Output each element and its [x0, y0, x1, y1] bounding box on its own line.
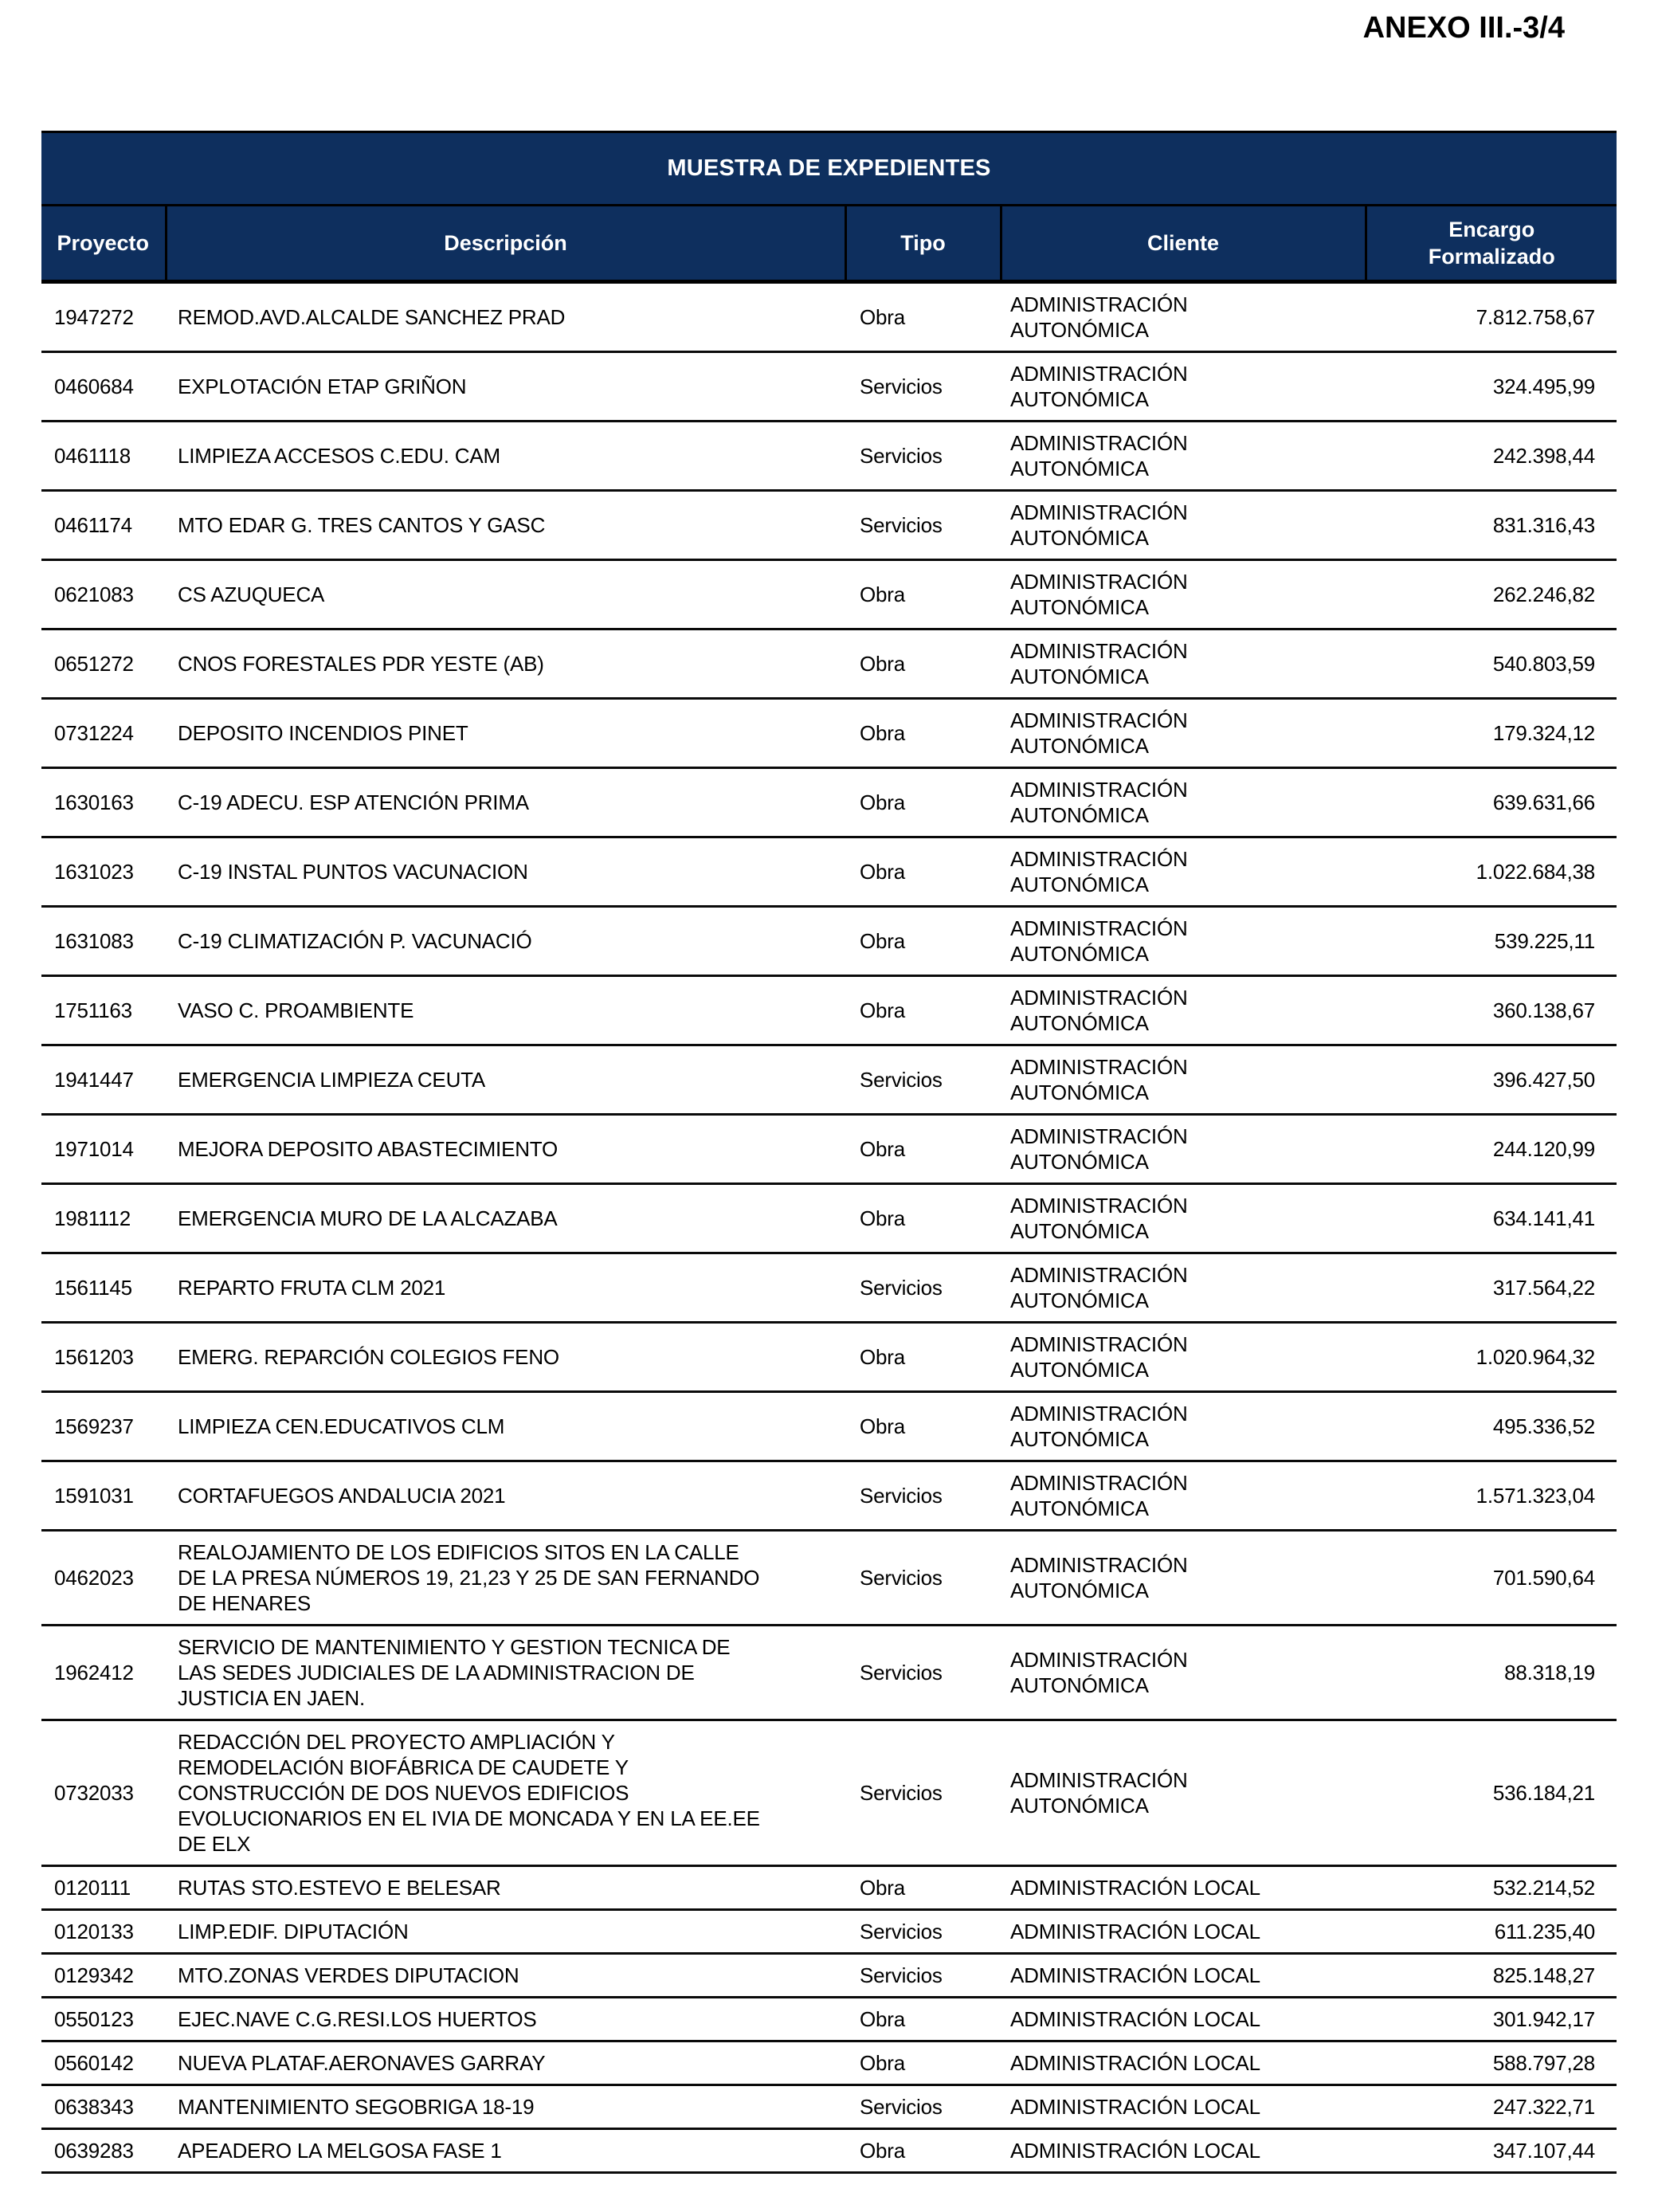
cell-descripcion: MTO EDAR G. TRES CANTOS Y GASC [166, 491, 845, 560]
cell-cliente: ADMINISTRACIÓN LOCAL [1001, 1866, 1366, 1910]
cell-descripcion: MTO.ZONAS VERDES DIPUTACION [166, 1954, 845, 1998]
cell-cliente: ADMINISTRACIÓN AUTONÓMICA [1001, 1253, 1366, 1323]
table-row [41, 1626, 1617, 1720]
cell-cliente: ADMINISTRACIÓN AUTONÓMICA [1001, 1461, 1366, 1531]
cell-descripcion: VASO C. PROAMBIENTE [166, 976, 845, 1045]
table-row [41, 282, 1617, 352]
cell-tipo: Obra [845, 1115, 1001, 1184]
cell-descripcion: EMERGENCIA LIMPIEZA CEUTA [166, 1045, 845, 1115]
table-body [41, 282, 1617, 2173]
cell-proyecto: 1591031 [41, 1461, 166, 1531]
cell-descripcion: LIMP.EDIF. DIPUTACIÓN [166, 1910, 845, 1954]
cell-proyecto: 0731224 [41, 699, 166, 768]
cell-encargo: 634.141,41 [1366, 1184, 1617, 1253]
cell-descripcion: RUTAS STO.ESTEVO E BELESAR [166, 1866, 845, 1910]
cell-descripcion: REDACCIÓN DEL PROYECTO AMPLIACIÓN Y REMODELACIÓN BIOFÁBRICA DE CAUDETE Y CONSTRUCCIÓN DE DOS NUEVOS EDIFICIOS EVOLUCIONARIOS EN EL IVIA DE MONCADA Y EN LA EE.EE DE ELX [166, 1720, 845, 1866]
cell-proyecto: 0461174 [41, 491, 166, 560]
table-row [41, 1910, 1617, 1954]
cell-cliente: ADMINISTRACIÓN AUTONÓMICA [1001, 699, 1366, 768]
cell-tipo: Servicios [845, 1910, 1001, 1954]
cell-cliente: ADMINISTRACIÓN LOCAL [1001, 1998, 1366, 2041]
cell-encargo: 1.022.684,38 [1366, 837, 1617, 907]
cell-encargo: 536.184,21 [1366, 1720, 1617, 1866]
cell-tipo: Obra [845, 282, 1001, 352]
cell-proyecto: 1561203 [41, 1323, 166, 1392]
cell-descripcion: EXPLOTACIÓN ETAP GRIÑON [166, 352, 845, 422]
table-row [41, 699, 1617, 768]
table-row [41, 629, 1617, 699]
cell-encargo: 611.235,40 [1366, 1910, 1617, 1954]
cell-proyecto: 0550123 [41, 1998, 166, 2041]
cell-encargo: 588.797,28 [1366, 2041, 1617, 2085]
cell-encargo: 88.318,19 [1366, 1626, 1617, 1720]
cell-tipo: Obra [845, 1323, 1001, 1392]
cell-descripcion: MEJORA DEPOSITO ABASTECIMIENTO [166, 1115, 845, 1184]
cell-proyecto: 0120111 [41, 1866, 166, 1910]
cell-descripcion: LIMPIEZA ACCESOS C.EDU. CAM [166, 422, 845, 491]
table-row [41, 560, 1617, 629]
cell-proyecto: 0120133 [41, 1910, 166, 1954]
cell-descripcion: LIMPIEZA CEN.EDUCATIVOS CLM [166, 1392, 845, 1461]
cell-descripcion: REPARTO FRUTA CLM 2021 [166, 1253, 845, 1323]
table-row [41, 837, 1617, 907]
cell-cliente: ADMINISTRACIÓN LOCAL [1001, 2129, 1366, 2173]
cell-proyecto: 0638343 [41, 2085, 166, 2129]
cell-tipo: Obra [845, 768, 1001, 837]
cell-cliente: ADMINISTRACIÓN AUTONÓMICA [1001, 422, 1366, 491]
cell-descripcion: DEPOSITO INCENDIOS PINET [166, 699, 845, 768]
cell-proyecto: 1631023 [41, 837, 166, 907]
cell-proyecto: 0462023 [41, 1531, 166, 1626]
expedientes-table [41, 131, 1617, 2174]
cell-tipo: Servicios [845, 1531, 1001, 1626]
cell-proyecto: 0732033 [41, 1720, 166, 1866]
table-row [41, 1184, 1617, 1253]
cell-cliente: ADMINISTRACIÓN AUTONÓMICA [1001, 1531, 1366, 1626]
cell-descripcion: SERVICIO DE MANTENIMIENTO Y GESTION TECNICA DE LAS SEDES JUDICIALES DE LA ADMINISTRACION DE JUSTICIA EN JAEN. [166, 1626, 845, 1720]
cell-cliente: ADMINISTRACIÓN LOCAL [1001, 2085, 1366, 2129]
cell-proyecto: 1947272 [41, 282, 166, 352]
cell-encargo: 1.571.323,04 [1366, 1461, 1617, 1531]
cell-descripcion: C-19 ADECU. ESP ATENCIÓN PRIMA [166, 768, 845, 837]
cell-tipo: Obra [845, 2129, 1001, 2173]
cell-cliente: ADMINISTRACIÓN AUTONÓMICA [1001, 1323, 1366, 1392]
table-row [41, 352, 1617, 422]
cell-encargo: 262.246,82 [1366, 560, 1617, 629]
table-row [41, 907, 1617, 976]
cell-cliente: ADMINISTRACIÓN AUTONÓMICA [1001, 629, 1366, 699]
cell-proyecto: 1941447 [41, 1045, 166, 1115]
table-title: MUESTRA DE EXPEDIENTES [41, 132, 1617, 206]
column-header-cliente: Cliente [1001, 206, 1366, 282]
cell-proyecto: 1981112 [41, 1184, 166, 1253]
cell-proyecto: 1569237 [41, 1392, 166, 1461]
cell-encargo: 324.495,99 [1366, 352, 1617, 422]
cell-encargo: 179.324,12 [1366, 699, 1617, 768]
cell-cliente: ADMINISTRACIÓN AUTONÓMICA [1001, 1392, 1366, 1461]
cell-cliente: ADMINISTRACIÓN AUTONÓMICA [1001, 907, 1366, 976]
cell-tipo: Obra [845, 1998, 1001, 2041]
table-row [41, 2129, 1617, 2173]
cell-cliente: ADMINISTRACIÓN AUTONÓMICA [1001, 352, 1366, 422]
column-header-encargo-formalizado: Encargo Formalizado [1366, 206, 1617, 282]
cell-encargo: 495.336,52 [1366, 1392, 1617, 1461]
table-row [41, 1461, 1617, 1531]
cell-encargo: 539.225,11 [1366, 907, 1617, 976]
table-row [41, 2041, 1617, 2085]
cell-tipo: Obra [845, 560, 1001, 629]
cell-tipo: Servicios [845, 491, 1001, 560]
cell-tipo: Servicios [845, 422, 1001, 491]
cell-tipo: Servicios [845, 352, 1001, 422]
cell-cliente: ADMINISTRACIÓN AUTONÓMICA [1001, 1184, 1366, 1253]
cell-descripcion: EMERG. REPARCIÓN COLEGIOS FENO [166, 1323, 845, 1392]
cell-encargo: 301.942,17 [1366, 1998, 1617, 2041]
cell-tipo: Servicios [845, 1461, 1001, 1531]
cell-tipo: Obra [845, 837, 1001, 907]
cell-encargo: 396.427,50 [1366, 1045, 1617, 1115]
cell-encargo: 360.138,67 [1366, 976, 1617, 1045]
cell-encargo: 540.803,59 [1366, 629, 1617, 699]
cell-cliente: ADMINISTRACIÓN AUTONÓMICA [1001, 768, 1366, 837]
cell-tipo: Obra [845, 2041, 1001, 2085]
annex-label: ANEXO III.-3/4 [1362, 11, 1565, 45]
cell-cliente: ADMINISTRACIÓN LOCAL [1001, 2041, 1366, 2085]
cell-proyecto: 0651272 [41, 629, 166, 699]
cell-descripcion: CS AZUQUECA [166, 560, 845, 629]
cell-proyecto: 0129342 [41, 1954, 166, 1998]
table-row [41, 1720, 1617, 1866]
cell-cliente: ADMINISTRACIÓN AUTONÓMICA [1001, 282, 1366, 352]
cell-descripcion: MANTENIMIENTO SEGOBRIGA 18-19 [166, 2085, 845, 2129]
cell-proyecto: 0639283 [41, 2129, 166, 2173]
cell-cliente: ADMINISTRACIÓN AUTONÓMICA [1001, 1045, 1366, 1115]
cell-tipo: Obra [845, 629, 1001, 699]
cell-cliente: ADMINISTRACIÓN AUTONÓMICA [1001, 976, 1366, 1045]
cell-cliente: ADMINISTRACIÓN AUTONÓMICA [1001, 1720, 1366, 1866]
cell-descripcion: CORTAFUEGOS ANDALUCIA 2021 [166, 1461, 845, 1531]
table-header [41, 132, 1617, 282]
table-row [41, 1998, 1617, 2041]
cell-tipo: Obra [845, 699, 1001, 768]
cell-tipo: Servicios [845, 1253, 1001, 1323]
cell-tipo: Obra [845, 1392, 1001, 1461]
table-row [41, 422, 1617, 491]
column-header-descripcion: Descripción [166, 206, 845, 282]
cell-proyecto: 1962412 [41, 1626, 166, 1720]
cell-encargo: 701.590,64 [1366, 1531, 1617, 1626]
cell-cliente: ADMINISTRACIÓN LOCAL [1001, 1954, 1366, 1998]
cell-descripcion: EMERGENCIA MURO DE LA ALCAZABA [166, 1184, 845, 1253]
table-row [41, 1954, 1617, 1998]
table-row [41, 491, 1617, 560]
cell-encargo: 244.120,99 [1366, 1115, 1617, 1184]
cell-encargo: 317.564,22 [1366, 1253, 1617, 1323]
cell-encargo: 831.316,43 [1366, 491, 1617, 560]
cell-tipo: Servicios [845, 1954, 1001, 1998]
cell-cliente: ADMINISTRACIÓN AUTONÓMICA [1001, 1115, 1366, 1184]
table-row [41, 1323, 1617, 1392]
table-row [41, 1115, 1617, 1184]
column-header-tipo: Tipo [845, 206, 1001, 282]
cell-proyecto: 1971014 [41, 1115, 166, 1184]
column-header-proyecto: Proyecto [41, 206, 166, 282]
cell-proyecto: 0460684 [41, 352, 166, 422]
cell-descripcion: C-19 INSTAL PUNTOS VACUNACION [166, 837, 845, 907]
table-row [41, 1392, 1617, 1461]
cell-encargo: 639.631,66 [1366, 768, 1617, 837]
cell-tipo: Obra [845, 976, 1001, 1045]
cell-proyecto: 0621083 [41, 560, 166, 629]
cell-cliente: ADMINISTRACIÓN AUTONÓMICA [1001, 560, 1366, 629]
table-row [41, 2085, 1617, 2129]
cell-proyecto: 0560142 [41, 2041, 166, 2085]
cell-descripcion: CNOS FORESTALES PDR YESTE (AB) [166, 629, 845, 699]
cell-tipo: Obra [845, 1866, 1001, 1910]
cell-encargo: 532.214,52 [1366, 1866, 1617, 1910]
table-row [41, 976, 1617, 1045]
cell-proyecto: 1561145 [41, 1253, 166, 1323]
cell-tipo: Obra [845, 1184, 1001, 1253]
cell-encargo: 247.322,71 [1366, 2085, 1617, 2129]
cell-proyecto: 1631083 [41, 907, 166, 976]
cell-proyecto: 0461118 [41, 422, 166, 491]
cell-descripcion: EJEC.NAVE C.G.RESI.LOS HUERTOS [166, 1998, 845, 2041]
cell-tipo: Servicios [845, 1626, 1001, 1720]
cell-encargo: 7.812.758,67 [1366, 282, 1617, 352]
cell-encargo: 242.398,44 [1366, 422, 1617, 491]
cell-encargo: 1.020.964,32 [1366, 1323, 1617, 1392]
cell-cliente: ADMINISTRACIÓN LOCAL [1001, 1910, 1366, 1954]
cell-encargo: 825.148,27 [1366, 1954, 1617, 1998]
table-row [41, 1253, 1617, 1323]
column-header-row [41, 206, 1617, 282]
cell-proyecto: 1751163 [41, 976, 166, 1045]
cell-tipo: Servicios [845, 2085, 1001, 2129]
cell-cliente: ADMINISTRACIÓN AUTONÓMICA [1001, 1626, 1366, 1720]
cell-proyecto: 1630163 [41, 768, 166, 837]
cell-descripcion: NUEVA PLATAF.AERONAVES GARRAY [166, 2041, 845, 2085]
cell-tipo: Servicios [845, 1045, 1001, 1115]
cell-descripcion: C-19 CLIMATIZACIÓN P. VACUNACIÓ [166, 907, 845, 976]
table-title-row [41, 132, 1617, 206]
cell-cliente: ADMINISTRACIÓN AUTONÓMICA [1001, 491, 1366, 560]
cell-descripcion: REALOJAMIENTO DE LOS EDIFICIOS SITOS EN LA CALLE DE LA PRESA NÚMEROS 19, 21,23 Y 25 DE SAN FERNANDO DE HENARES [166, 1531, 845, 1626]
cell-descripcion: APEADERO LA MELGOSA FASE 1 [166, 2129, 845, 2173]
cell-encargo: 347.107,44 [1366, 2129, 1617, 2173]
cell-descripcion: REMOD.AVD.ALCALDE SANCHEZ PRAD [166, 282, 845, 352]
table-row [41, 768, 1617, 837]
table-row [41, 1045, 1617, 1115]
table-row [41, 1531, 1617, 1626]
cell-tipo: Obra [845, 907, 1001, 976]
cell-cliente: ADMINISTRACIÓN AUTONÓMICA [1001, 837, 1366, 907]
table-row [41, 1866, 1617, 1910]
cell-tipo: Servicios [845, 1720, 1001, 1866]
